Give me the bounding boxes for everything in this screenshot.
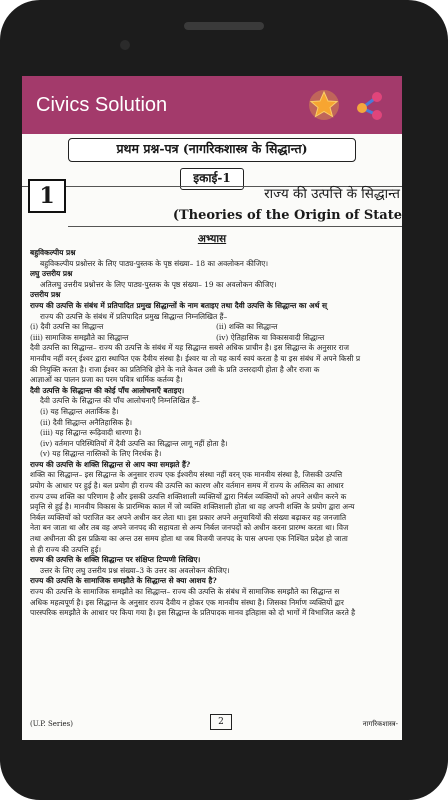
text-line: राज्य की उत्पत्ति के शक्ति सिद्धान्त से आप क्या समझते हैं? bbox=[30, 459, 191, 469]
text-line: पारस्परिक समझौते के आधार पर किया गया है। इस सिद्धान्त के प्रतिपादक मानव इतिहास को दो भागों में विभाजित करते है bbox=[30, 608, 356, 618]
text-line: से ही राज्य की उत्पत्ति हुई। bbox=[30, 544, 102, 554]
text-line: आज्ञाओं का पालन प्रजा का परम पवित्र धार्मिक कर्तव्य है। bbox=[30, 375, 183, 385]
speaker-grille bbox=[184, 22, 264, 30]
text-line: (iii) यह सिद्धान्त रूढ़िवादी धारणा है। bbox=[40, 428, 142, 438]
text-line: बहुविकल्पीय प्रश्न bbox=[30, 248, 76, 257]
app-title: Civics Solution bbox=[36, 93, 168, 116]
text-line: राज्य की उत्पत्ति के सामाजिक समझौते के सिद्धान्त से क्या आशय है? bbox=[30, 576, 217, 586]
share-button[interactable] bbox=[350, 85, 390, 125]
app-bar bbox=[22, 76, 402, 134]
text-line: निर्बल व्यक्तियों को पराजित कर अपने अधीन कर लेता था। इस प्रकार अपने अनुयायियों की संख्या बढ़ाकर वह जनजाति bbox=[30, 512, 347, 522]
divider bbox=[68, 226, 402, 227]
text-line: उत्तर के लिए लघु उत्तरीय प्रश्न संख्या–3 के उत्तर का अवलोकन कीजिए। bbox=[40, 565, 230, 575]
chapter-number: 1 bbox=[28, 179, 66, 213]
text-line: शक्ति का सिद्धान्त– इस सिद्धान्त के अनुसार राज्य एक ईश्वरीय संस्था नहीं वरन् एक मानवीय संस्था है, जिसकी उत्पत्ति bbox=[30, 470, 343, 480]
book-page-image[interactable] bbox=[22, 134, 402, 740]
text-line-right: (ii) शक्ति का सिद्धान्त bbox=[216, 322, 278, 332]
text-line: मानवीय नहीं वरन् ईश्वर द्वारा स्थापित एक दैवीय संस्था है। ईश्वर या तो यह कार्य स्वयं करता है या इस संबंध में अपने किसी प्र bbox=[30, 353, 361, 363]
text-line-left: (i) दैवी उत्पत्ति का सिद्धान्त bbox=[30, 322, 104, 332]
text-line bbox=[30, 333, 402, 344]
text-line: दैवी उत्पत्ति के सिद्धान्त की पाँच आलोचनाएँ निम्नलिखित हैं– bbox=[40, 396, 200, 406]
text-line: दैवी उत्पत्ति का सिद्धान्त– राज्य की उत्पत्ति के संबंध में यह सिद्धान्त सबसे अधिक प्राचीन है। इस सिद्धान्त के अनुसार राज bbox=[30, 343, 350, 353]
unit-label: इकाई-1 bbox=[180, 168, 244, 190]
star-icon bbox=[307, 88, 341, 122]
chapter-title-english: (Theories of the Origin of State bbox=[172, 208, 402, 223]
text-line: राज्य की उत्पत्ति के सामाजिक समझौते का सिद्धान्त– राज्य की उत्पत्ति के संबंध में सामाजिक समझौते का सिद्धान्त स bbox=[30, 587, 340, 596]
favorite-button[interactable] bbox=[304, 85, 344, 125]
text-line: दैवी उत्पत्ति के सिद्धान्त की कोई पाँच आलोचनाएँ बताइए। bbox=[30, 385, 185, 395]
page-footer bbox=[30, 714, 402, 732]
section-heading: अभ्यास bbox=[197, 233, 227, 245]
app-screen bbox=[22, 76, 402, 740]
text-line: उत्तरीय प्रश्न bbox=[30, 290, 61, 300]
text-line: राज्य उच्च शक्ति का परिणाम है और इसकी उत्पत्ति शक्तिशाली व्यक्तियों द्वारा निर्बल व्यक्तियों को अपने अधीन करने क bbox=[30, 491, 347, 501]
text-line: तथा अधीनता की इस प्रक्रिया का अन्त उस समय होता था जब विजयी जनपद के पास अपना एक निश्चित प्रदेश हो जाता bbox=[30, 534, 348, 544]
page-number: 2 bbox=[210, 714, 232, 730]
text-line: लघु उत्तरीय प्रश्न bbox=[30, 269, 73, 279]
running-footer: नागरिकशास्त्र- bbox=[362, 720, 398, 728]
front-camera bbox=[120, 40, 130, 50]
text-line-left: (iii) सामाजिक समझौते का सिद्धान्त bbox=[30, 332, 129, 342]
text-line: की नियुक्ति करता है। राजा ईश्वर का प्रतिनिधि होने के नाते केवल उसी के प्रति उत्तरदायी होता है और राजा क bbox=[30, 364, 320, 374]
text-line: राज्य की उत्पत्ति के संबंध में प्रतिपादित प्रमुख सिद्धान्त निम्नलिखित हैं– bbox=[40, 311, 228, 321]
text-line: अधिक महत्वपूर्ण है। इस सिद्धान्त के अनुसार राज्य दैवीय न होकर एक मानवीय संस्था है। जिसका निर्माण व्यक्तियों द्वार bbox=[30, 597, 344, 607]
text-line: प्रयोग के आधार पर हुई है। बल प्रयोग ही राज्य की उत्पत्ति का कारण और वर्तमान समय में राज्य के अस्तित्व का आधार bbox=[30, 481, 344, 491]
text-line: अतिलघु उत्तरीय प्रश्नोत्तर के लिए पाठ्य-पुस्तक के पृष्ठ संख्या– 19 का अवलोकन कीजिए। bbox=[40, 279, 277, 289]
chapter-title-hindi: राज्य की उत्पत्ति के सिद्धान्त bbox=[264, 186, 400, 202]
text-line: राज्य की उत्पत्ति के संबंध में प्रतिपादित प्रमुख सिद्धान्तों के नाम बताइए तथा दैवी उत्पत्ति के सिद्धान्त का अर्थ स् bbox=[30, 300, 327, 310]
text-line bbox=[30, 322, 402, 333]
text-line: (iv) वर्तमान परिस्थितियों में दैवी उत्पत्ति का सिद्धान्त लागू नहीं होता है। bbox=[40, 438, 228, 448]
text-line: नेता बन जाता था और तब वह अपने जनपद की सहायता से अन्य निर्बल जनपदों को अधीन करना प्रारम्भ करता था। विज bbox=[30, 523, 349, 533]
text-line-right: (iv) ऐतिहासिक या विकासवादी सिद्धान्त bbox=[216, 332, 325, 342]
share-icon bbox=[353, 88, 387, 122]
text-line: (v) यह सिद्धान्त नास्तिकों के लिए निरर्थक है। bbox=[40, 449, 162, 459]
text-line: बहुविकल्पीय प्रश्नोत्तर के लिए पाठ्य-पुस्तक के पृष्ठ संख्या– 18 का अवलोकन कीजिए। bbox=[40, 258, 269, 268]
text-line: राज्य की उत्पत्ति के शक्ति सिद्धान्त पर संक्षिप्त टिप्पणी लिखिए। bbox=[30, 555, 201, 565]
text-line: (i) यह सिद्धान्त अतार्किक है। bbox=[40, 406, 119, 416]
text-line: (ii) दैवी सिद्धान्त अनैतिहासिक है। bbox=[40, 417, 133, 427]
series-label: (U.P. Series) bbox=[30, 720, 73, 728]
text-line: प्रवृत्ति से हुई है। मानवीय विकास के प्रारम्भिक काल में जो व्यक्ति शक्तिशाली होता था वह अपनी शक्ति के प्रयोग द्वारा अन्य bbox=[30, 502, 355, 512]
page-body-text bbox=[30, 248, 402, 619]
paper-banner: प्रथम प्रश्न-पत्र (नागरिकशास्त्र के सिद्धान्त) bbox=[68, 138, 356, 162]
